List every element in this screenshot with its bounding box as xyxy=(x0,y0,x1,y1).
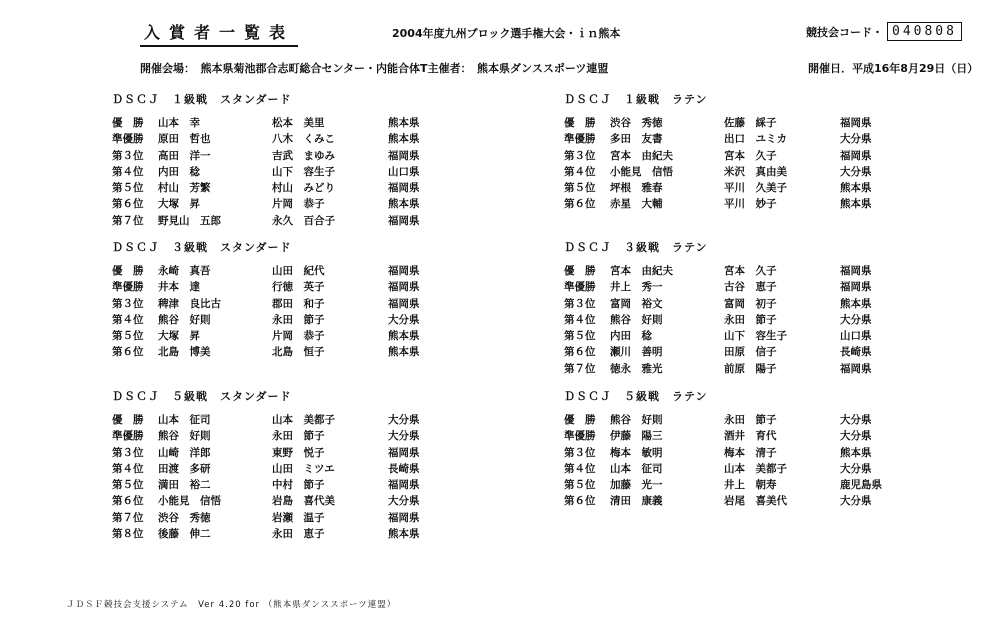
partner-name: 佐藤 綵子 xyxy=(724,117,777,129)
leader-name: 内田 稔 xyxy=(610,330,652,343)
leader-name: 梅本 敏明 xyxy=(610,446,663,459)
competition-code xyxy=(806,22,962,41)
section-heading: ＤＳＣＪ ３級戦 スタンダード xyxy=(112,241,292,254)
rank: 優 勝 xyxy=(564,117,596,129)
rank: 優 勝 xyxy=(564,414,596,426)
rank: 準優勝 xyxy=(112,133,144,146)
prefecture: 熊本県 xyxy=(840,297,872,310)
prefecture: 福岡県 xyxy=(840,149,872,162)
section-heading: ＤＳＣＪ １級戦 スタンダード xyxy=(112,93,292,106)
rank: 優 勝 xyxy=(112,265,144,277)
result-row xyxy=(564,164,964,180)
leader-name: 野見山 五郎 xyxy=(158,214,221,227)
leader-name: 熊谷 好則 xyxy=(610,414,663,426)
rank: 優 勝 xyxy=(112,117,144,129)
rank: 第６位 xyxy=(564,198,596,211)
result-row xyxy=(112,445,512,461)
section-grade1-latin xyxy=(564,92,964,213)
prefecture: 山口県 xyxy=(840,330,872,343)
prefecture: 福岡県 xyxy=(388,297,420,310)
partner-name: 井上 朝寿 xyxy=(724,479,777,492)
result-row xyxy=(112,196,512,212)
rank: 準優勝 xyxy=(564,281,596,294)
result-row xyxy=(564,263,964,279)
rank: 第３位 xyxy=(564,297,596,310)
section-heading: ＤＳＣＪ ５級戦 ラテン xyxy=(564,390,708,403)
prefecture: 福岡県 xyxy=(840,265,872,277)
partner-name: 永田 節子 xyxy=(272,313,325,326)
code-label: 競技会コード・ xyxy=(806,25,883,39)
leader-name: 井本 達 xyxy=(158,281,200,294)
result-row xyxy=(564,361,964,377)
prefecture: 大分県 xyxy=(840,430,872,443)
rank: 第５位 xyxy=(112,182,144,195)
prefecture: 長崎県 xyxy=(388,462,420,475)
rank: 第３位 xyxy=(564,149,596,162)
rank: 第５位 xyxy=(564,330,596,343)
prefecture: 長崎県 xyxy=(840,346,872,359)
rank: 第７位 xyxy=(112,511,144,524)
leader-name: 渋谷 秀徳 xyxy=(158,511,211,524)
rank: 第５位 xyxy=(564,479,596,492)
rank: 第７位 xyxy=(564,362,596,375)
partner-name: 郡田 和子 xyxy=(272,297,325,310)
partner-name: 永田 節子 xyxy=(272,430,325,443)
partner-name: 山本 美都子 xyxy=(724,462,787,475)
leader-name: 山本 征司 xyxy=(158,414,211,426)
prefecture: 熊本県 xyxy=(388,330,420,343)
leader-name: 宮本 由紀夫 xyxy=(610,149,673,162)
leader-name: 伊藤 陽三 xyxy=(610,430,663,443)
rank: 第４位 xyxy=(564,462,596,475)
leader-name: 小能見 信悟 xyxy=(158,495,221,508)
partner-name: 片岡 恭子 xyxy=(272,198,325,211)
partner-name: 前原 陽子 xyxy=(724,362,777,375)
partner-name: 北島 恒子 xyxy=(272,346,325,359)
prefecture: 大分県 xyxy=(840,133,872,146)
rank: 第３位 xyxy=(112,149,144,162)
rank: 第７位 xyxy=(112,214,144,227)
result-row xyxy=(112,461,512,477)
partner-name: 中村 節子 xyxy=(272,479,325,492)
code-value: 040808 xyxy=(887,22,962,41)
partner-name: 山田 ミツエ xyxy=(272,462,335,475)
leader-name: 坪根 雅春 xyxy=(610,182,663,195)
result-row xyxy=(112,131,512,147)
result-row xyxy=(112,344,512,360)
result-row xyxy=(112,164,512,180)
partner-name: 片岡 恭子 xyxy=(272,330,325,343)
partner-name: 宮本 久子 xyxy=(724,149,777,162)
rank: 第６位 xyxy=(564,495,596,508)
partner-name: 宮本 久子 xyxy=(724,265,777,277)
prefecture: 福岡県 xyxy=(388,511,420,524)
result-row xyxy=(564,115,964,131)
prefecture: 福岡県 xyxy=(840,362,872,375)
result-row xyxy=(112,526,512,542)
partner-name: 永田 恵子 xyxy=(272,528,325,541)
section-grade3-latin xyxy=(564,240,964,377)
prefecture: 福岡県 xyxy=(840,117,872,129)
rank: 第４位 xyxy=(112,462,144,475)
rank: 第５位 xyxy=(564,182,596,195)
prefecture: 大分県 xyxy=(388,495,420,508)
partner-name: 永田 節子 xyxy=(724,414,777,426)
result-row xyxy=(564,428,964,444)
leader-name: 熊谷 好則 xyxy=(610,313,663,326)
section-heading: ＤＳＣＪ １級戦 ラテン xyxy=(564,93,708,106)
section-heading: ＤＳＣＪ ３級戦 ラテン xyxy=(564,241,708,254)
result-row xyxy=(112,263,512,279)
partner-name: 富岡 初子 xyxy=(724,297,777,310)
rank: 第３位 xyxy=(112,446,144,459)
result-row xyxy=(564,461,964,477)
prefecture: 福岡県 xyxy=(388,265,420,277)
event-date: 開催日．平成16年8月29日（日） xyxy=(808,62,979,75)
leader-name: 熊谷 好則 xyxy=(158,313,211,326)
partner-name: 平川 久美子 xyxy=(724,182,787,195)
leader-name: 山崎 洋郎 xyxy=(158,446,211,459)
result-row xyxy=(564,148,964,164)
result-row xyxy=(564,196,964,212)
leader-name: 山本 征司 xyxy=(610,462,663,475)
result-row xyxy=(112,213,512,229)
partner-name: 松本 美里 xyxy=(272,117,325,129)
partner-name: 山下 容生子 xyxy=(272,165,335,178)
partner-name: 永久 百合子 xyxy=(272,214,335,227)
leader-name: 大塚 昇 xyxy=(158,330,200,343)
rank: 第６位 xyxy=(112,198,144,211)
result-row xyxy=(112,180,512,196)
leader-name: 富岡 裕文 xyxy=(610,297,663,310)
rank: 第４位 xyxy=(112,313,144,326)
result-row xyxy=(564,328,964,344)
prefecture: 鹿児島県 xyxy=(840,479,882,492)
rank: 準優勝 xyxy=(564,430,596,443)
result-row xyxy=(564,412,964,428)
partner-name: 永田 節子 xyxy=(724,313,777,326)
partner-name: 岩瀬 温子 xyxy=(272,511,325,524)
leader-name: 宮本 由紀夫 xyxy=(610,265,673,277)
partner-name: 平川 妙子 xyxy=(724,198,777,211)
section-heading: ＤＳＣＪ ５級戦 スタンダード xyxy=(112,390,292,403)
leader-name: 原田 哲也 xyxy=(158,133,211,146)
result-row xyxy=(564,445,964,461)
partner-name: 吉武 まゆみ xyxy=(272,149,335,162)
rank: 準優勝 xyxy=(112,281,144,294)
prefecture: 福岡県 xyxy=(388,182,420,195)
partner-name: 山下 容生子 xyxy=(724,330,787,343)
leader-name: 清田 康義 xyxy=(610,495,663,508)
prefecture: 熊本県 xyxy=(388,528,420,541)
partner-name: 八木 くみこ xyxy=(272,133,335,146)
result-row xyxy=(564,493,964,509)
result-row xyxy=(112,477,512,493)
rank: 第３位 xyxy=(112,297,144,310)
section-grade5-standard xyxy=(112,389,512,542)
leader-name: 小能見 信悟 xyxy=(610,165,673,178)
prefecture: 熊本県 xyxy=(840,446,872,459)
prefecture: 福岡県 xyxy=(388,214,420,227)
page-title: 入賞者一覧表 xyxy=(140,20,298,47)
rank: 第６位 xyxy=(112,495,144,508)
footer-system-credit: ＪＤＳＦ競技会支援システム Ver 4.20 for （熊本県ダンススポーツ連盟） xyxy=(66,600,397,610)
leader-name: 渋谷 秀徳 xyxy=(610,117,663,129)
rank: 優 勝 xyxy=(564,265,596,277)
rank: 第４位 xyxy=(112,165,144,178)
partner-name: 酒井 育代 xyxy=(724,430,777,443)
prefecture: 大分県 xyxy=(840,313,872,326)
result-row xyxy=(564,131,964,147)
result-row xyxy=(564,296,964,312)
prefecture: 福岡県 xyxy=(388,149,420,162)
rank: 第６位 xyxy=(112,346,144,359)
result-row xyxy=(564,180,964,196)
rank: 第４位 xyxy=(564,313,596,326)
partner-name: 行徳 英子 xyxy=(272,281,325,294)
leader-name: 後藤 伸二 xyxy=(158,528,211,541)
leader-name: 永崎 真吾 xyxy=(158,265,211,277)
partner-name: 山田 紀代 xyxy=(272,265,325,277)
event-name: 2004年度九州ブロック選手権大会・ｉｎ熊本 xyxy=(392,27,621,40)
leader-name: 満田 裕二 xyxy=(158,479,211,492)
prefecture: 大分県 xyxy=(388,430,420,443)
venue-organizer-line: 開催会場： 熊本県菊池郡合志町総合センター・内能合体T主催者： 熊本県ダンススポーツ連盟 xyxy=(140,62,609,75)
leader-name: 徳永 雅光 xyxy=(610,362,663,375)
prefecture: 福岡県 xyxy=(840,281,872,294)
partner-name: 山本 美都子 xyxy=(272,414,335,426)
rank: 第８位 xyxy=(112,528,144,541)
leader-name: 稗津 良比古 xyxy=(158,297,221,310)
prefecture: 福岡県 xyxy=(388,446,420,459)
leader-name: 瀬川 善明 xyxy=(610,346,663,359)
partner-name: 米沢 真由美 xyxy=(724,165,787,178)
partner-name: 田原 信子 xyxy=(724,346,777,359)
result-row xyxy=(112,296,512,312)
prefecture: 大分県 xyxy=(840,462,872,475)
partner-name: 梅本 清子 xyxy=(724,446,777,459)
leader-name: 高田 洋一 xyxy=(158,149,211,162)
prefecture: 熊本県 xyxy=(388,117,420,129)
partner-name: 出口 ユミカ xyxy=(724,133,787,146)
result-row xyxy=(112,312,512,328)
prefecture: 大分県 xyxy=(388,313,420,326)
leader-name: 北島 博美 xyxy=(158,346,211,359)
result-row xyxy=(112,148,512,164)
prefecture: 熊本県 xyxy=(388,133,420,146)
result-row xyxy=(564,344,964,360)
rank: 準優勝 xyxy=(564,133,596,146)
rank: 第６位 xyxy=(564,346,596,359)
result-row xyxy=(564,312,964,328)
rank: 準優勝 xyxy=(112,430,144,443)
prefecture: 熊本県 xyxy=(840,198,872,211)
result-row xyxy=(112,428,512,444)
result-row xyxy=(112,115,512,131)
prefecture: 熊本県 xyxy=(388,198,420,211)
leader-name: 山本 幸 xyxy=(158,117,200,129)
result-row xyxy=(564,477,964,493)
leader-name: 熊谷 好則 xyxy=(158,430,211,443)
prefecture: 熊本県 xyxy=(388,346,420,359)
rank: 優 勝 xyxy=(112,414,144,426)
partner-name: 岩尾 喜美代 xyxy=(724,495,787,508)
partner-name: 村山 みどり xyxy=(272,182,335,195)
section-grade5-latin xyxy=(564,389,964,510)
leader-name: 多田 友書 xyxy=(610,133,663,146)
prefecture: 福岡県 xyxy=(388,479,420,492)
result-row xyxy=(112,279,512,295)
rank: 第５位 xyxy=(112,479,144,492)
rank: 第３位 xyxy=(564,446,596,459)
prefecture: 山口県 xyxy=(388,165,420,178)
leader-name: 加藤 光一 xyxy=(610,479,663,492)
prefecture: 大分県 xyxy=(388,414,420,426)
partner-name: 古谷 恵子 xyxy=(724,281,777,294)
result-row xyxy=(112,493,512,509)
leader-name: 田渡 多研 xyxy=(158,462,211,475)
partner-name: 東野 悦子 xyxy=(272,446,325,459)
result-row xyxy=(112,412,512,428)
result-row xyxy=(112,328,512,344)
prefecture: 福岡県 xyxy=(388,281,420,294)
leader-name: 内田 稔 xyxy=(158,165,200,178)
leader-name: 赤星 大輔 xyxy=(610,198,663,211)
leader-name: 村山 芳繁 xyxy=(158,182,211,195)
prefecture: 大分県 xyxy=(840,495,872,508)
prefecture: 大分県 xyxy=(840,414,872,426)
result-row xyxy=(112,510,512,526)
section-grade3-standard xyxy=(112,240,512,361)
rank: 第４位 xyxy=(564,165,596,178)
partner-name: 岩島 喜代美 xyxy=(272,495,335,508)
leader-name: 大塚 昇 xyxy=(158,198,200,211)
rank: 第５位 xyxy=(112,330,144,343)
section-grade1-standard xyxy=(112,92,512,229)
prefecture: 熊本県 xyxy=(840,182,872,195)
leader-name: 井上 秀一 xyxy=(610,281,663,294)
result-row xyxy=(564,279,964,295)
prefecture: 大分県 xyxy=(840,165,872,178)
